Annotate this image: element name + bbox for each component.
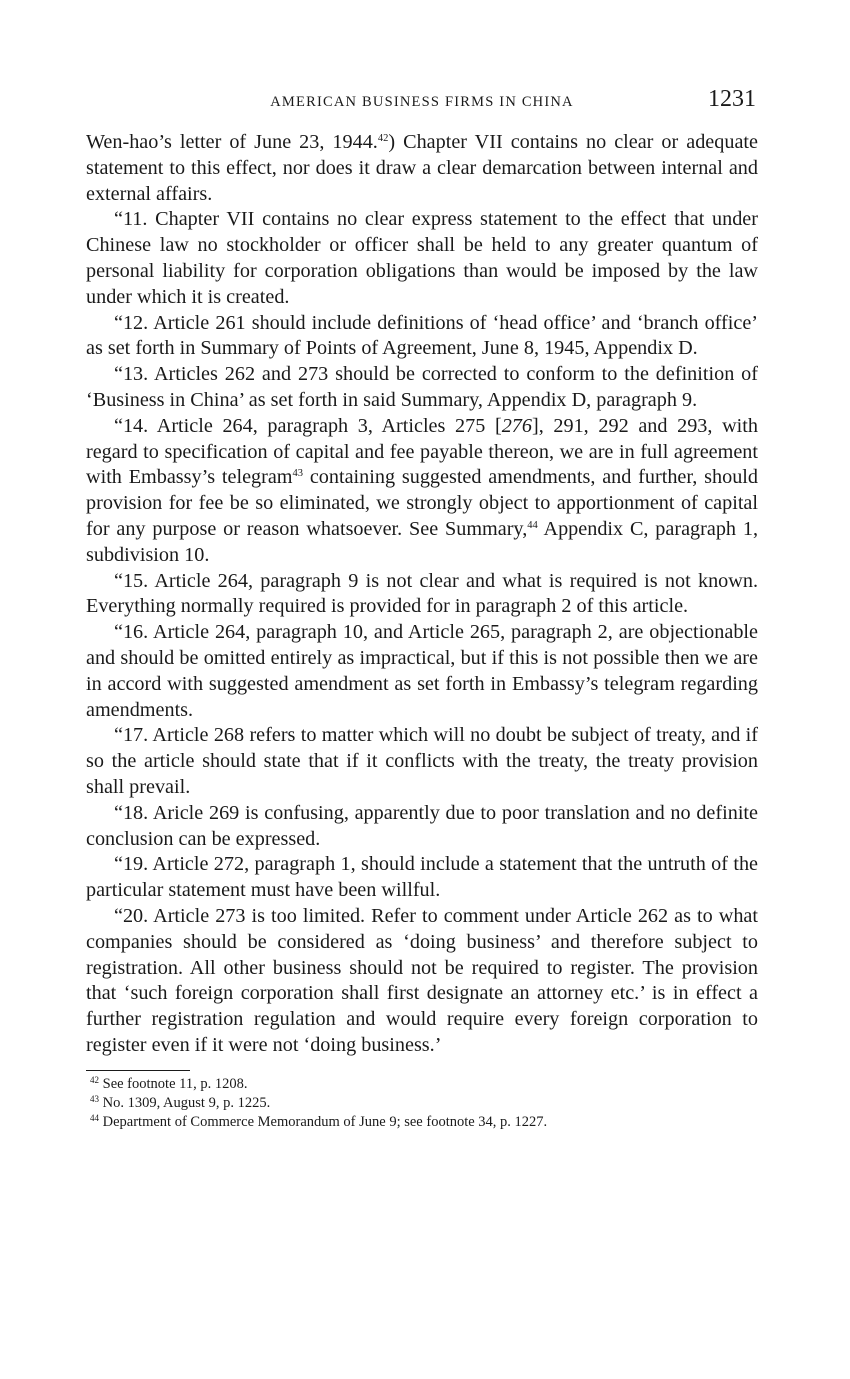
footnote-43	[86, 1094, 758, 1113]
footnote-ref: 43	[292, 468, 304, 480]
body-text	[86, 130, 758, 1059]
text-run: Appendix C, paragraph 1, subdivision 10.	[86, 517, 758, 566]
paragraph-17: “17. Article 268 refers to matter which will no doubt be subject of treaty, and if so the article should state that if it conflicts with the treaty, the treaty provision shall prevail.	[86, 724, 758, 798]
italic-correction: 276	[501, 414, 532, 437]
paragraph-14	[86, 414, 758, 569]
paragraph-18: “18. Aricle 269 is confusing, apparently due to poor translation and no definite conclusion can be expressed.	[86, 801, 758, 850]
text-run: containing suggested amendments, and further, should provision for fee be so eliminated, we strongly object to apportionment of capital for any purpose or reason whatsoever. See Summary,	[86, 466, 758, 540]
paragraph-continuation	[86, 130, 758, 207]
text-run: ) Chapter VII contains no clear or adequate statement to this effect, nor does it draw a clear demarcation between internal and external affairs.	[86, 131, 758, 205]
footnote-44	[86, 1113, 758, 1132]
page-header	[86, 84, 758, 118]
paragraph-16: “16. Article 264, paragraph 10, and Article 265, paragraph 2, are objectionable and should be omitted entirely as impractical, but if this is not possible then we are in accord with suggested amendment as set forth in Embassy’s telegram regarding amendments.	[86, 621, 758, 721]
footnote-divider	[86, 1070, 190, 1071]
paragraph-12: “12. Article 261 should include definitions of ‘head office’ and ‘branch office’ as set forth in Summary of Points of Agreement, June 8, 1945, Appendix D.	[86, 311, 758, 360]
footnote-42	[86, 1075, 758, 1094]
footnote-mark: 42	[90, 1074, 99, 1085]
footnote-ref: 44	[527, 519, 538, 531]
text-run: Wen-hao’s letter of June 23, 1944.	[86, 131, 378, 153]
paragraph-20: “20. Article 273 is too limited. Refer to comment under Article 262 as to what companies should be considered as ‘doing business’ and therefore subject to registration. All other business should not be required to register. The provision that ‘such foreign corporation shall first designate an attorney etc.’ is in effect a further registration regulation and would require every foreign corporation to register even if it were not ‘doing business.’	[86, 904, 758, 1056]
paragraph-15: “15. Article 264, paragraph 9 is not clear and what is required is not known. Everything normally required is provided for in paragraph 2 of this article.	[86, 569, 758, 618]
paragraph-19: “19. Article 272, paragraph 1, should include a statement that the untruth of the particular statement must have been willful.	[86, 853, 758, 902]
paragraph-11: “11. Chapter VII contains no clear express statement to the effect that under Chinese law no stockholder or officer shall be held to any greater quantum of personal liability for corporation obligations than would be imposed by the law under which it is created.	[86, 208, 758, 308]
running-head: AMERICAN BUSINESS FIRMS IN CHINA	[270, 94, 574, 110]
paragraph-13: “13. Articles 262 and 273 should be corrected to conform to the definition of ‘Business in China’ as set forth in said Summary, Appendix D, paragraph 9.	[86, 363, 758, 411]
footnote-mark: 43	[90, 1093, 99, 1104]
footnote-text: Department of Commerce Memorandum of June 9; see footnote 34, p. 1227.	[99, 1113, 548, 1130]
page-number: 1231	[708, 86, 756, 112]
footnote-ref: 42	[377, 133, 389, 144]
text-run: “14. Article 264, paragraph 3, Articles 275 [	[114, 414, 502, 437]
footnote-mark: 44	[90, 1112, 99, 1123]
footnote-text: No. 1309, August 9, p. 1225.	[99, 1094, 271, 1111]
footnote-text: See footnote 11, p. 1208.	[99, 1075, 248, 1092]
footnotes	[86, 1075, 758, 1132]
document-page	[86, 84, 758, 1132]
text-run: ], 291, 292 and 293, with regard to specification of capital and fee payable thereon, we are in full agreement with Embassy’s telegram	[86, 414, 758, 489]
